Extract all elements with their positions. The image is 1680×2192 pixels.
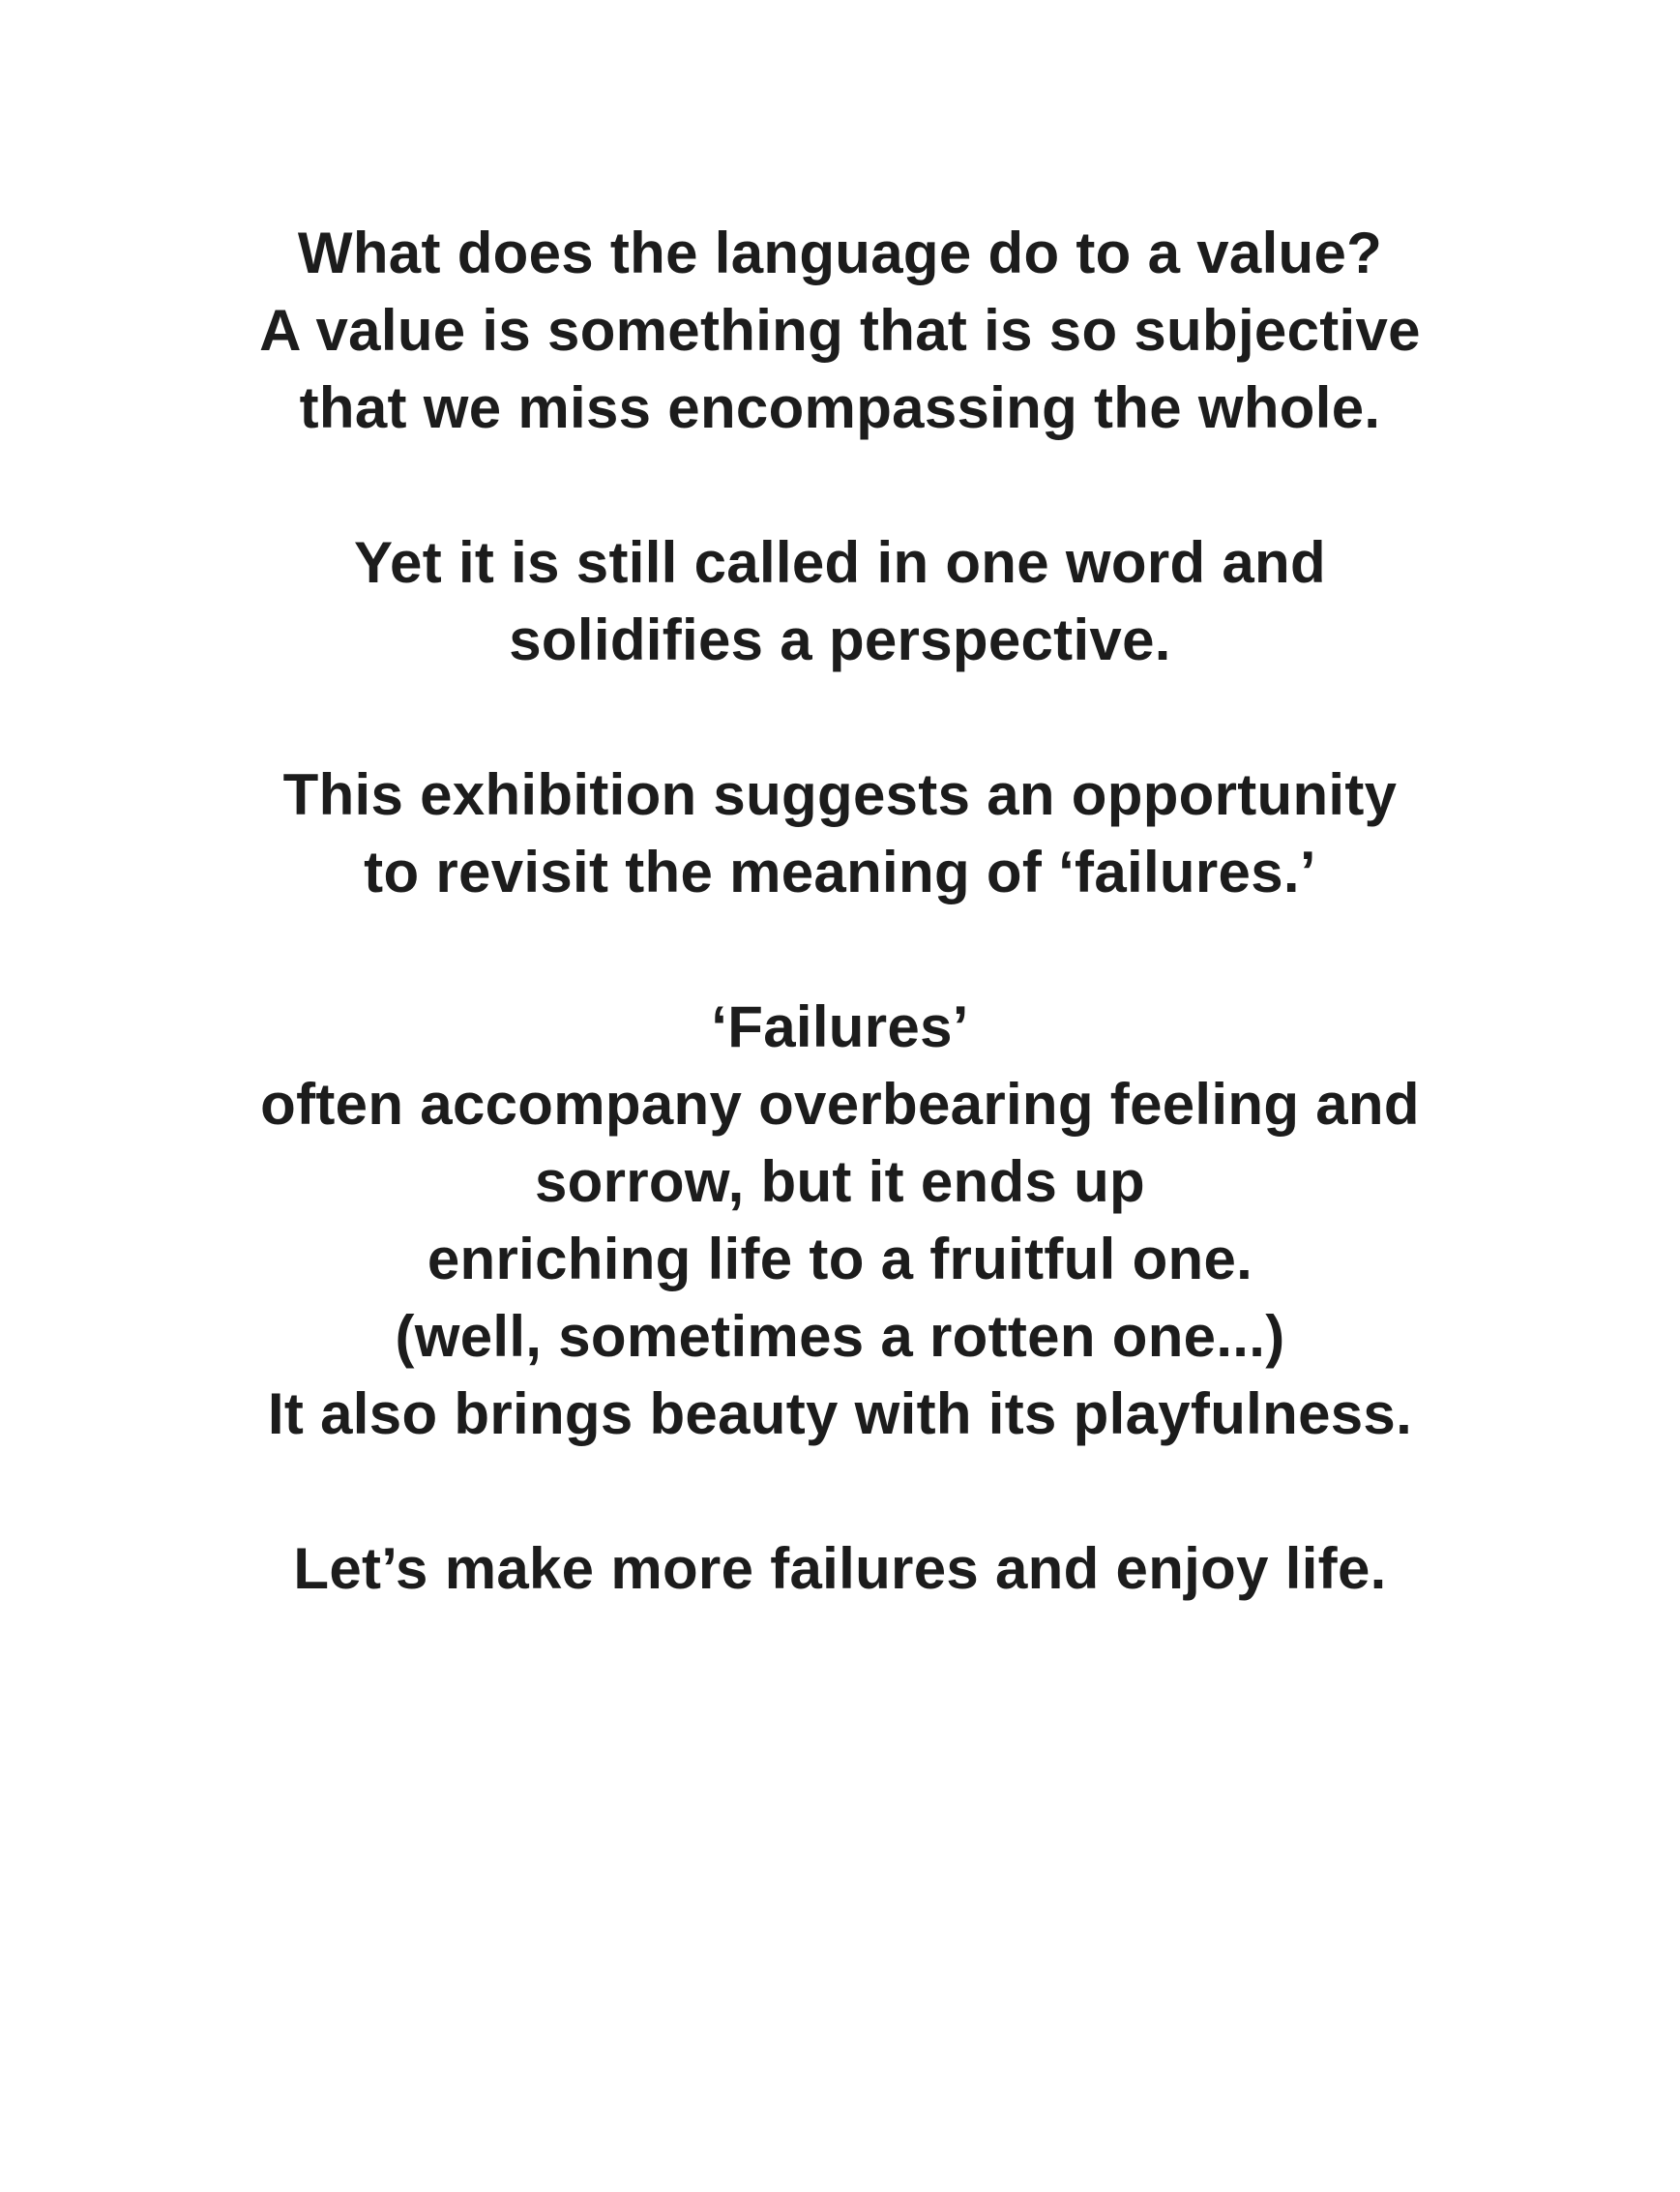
text-line: ‘Failures’ <box>711 994 969 1059</box>
paragraph-1 <box>0 215 1680 447</box>
paragraph-spacer <box>0 1453 1680 1530</box>
text-line: enriching life to a fruitful one. <box>427 1227 1253 1291</box>
text-line: Yet it is still called in one word and <box>354 530 1326 595</box>
text-line: What does the language do to a value? <box>297 221 1383 285</box>
text-line: (well, sometimes a rotten one...) <box>395 1304 1285 1369</box>
text-line: to revisit the meaning of ‘failures.’ <box>364 840 1316 904</box>
text-line: that we miss encompassing the whole. <box>299 375 1381 440</box>
text-line: A value is something that is so subjective <box>259 298 1421 363</box>
paragraph-spacer <box>0 447 1680 524</box>
text-line: This exhibition suggests an opportunity <box>282 762 1398 827</box>
text-line: often accompany overbearing feeling and <box>260 1072 1420 1137</box>
paragraph-4 <box>0 989 1680 1453</box>
paragraph-2 <box>0 524 1680 679</box>
text-line: It also brings beauty with its playfulness. <box>267 1381 1413 1446</box>
paragraph-spacer <box>0 679 1680 756</box>
text-line: solidifies a perspective. <box>509 607 1171 672</box>
exhibition-statement <box>0 215 1680 1608</box>
paragraph-5 <box>0 1530 1680 1608</box>
paragraph-3 <box>0 756 1680 911</box>
text-line: sorrow, but it ends up <box>534 1149 1146 1214</box>
text-line: Let’s make more failures and enjoy life. <box>293 1536 1387 1601</box>
paragraph-spacer <box>0 911 1680 989</box>
